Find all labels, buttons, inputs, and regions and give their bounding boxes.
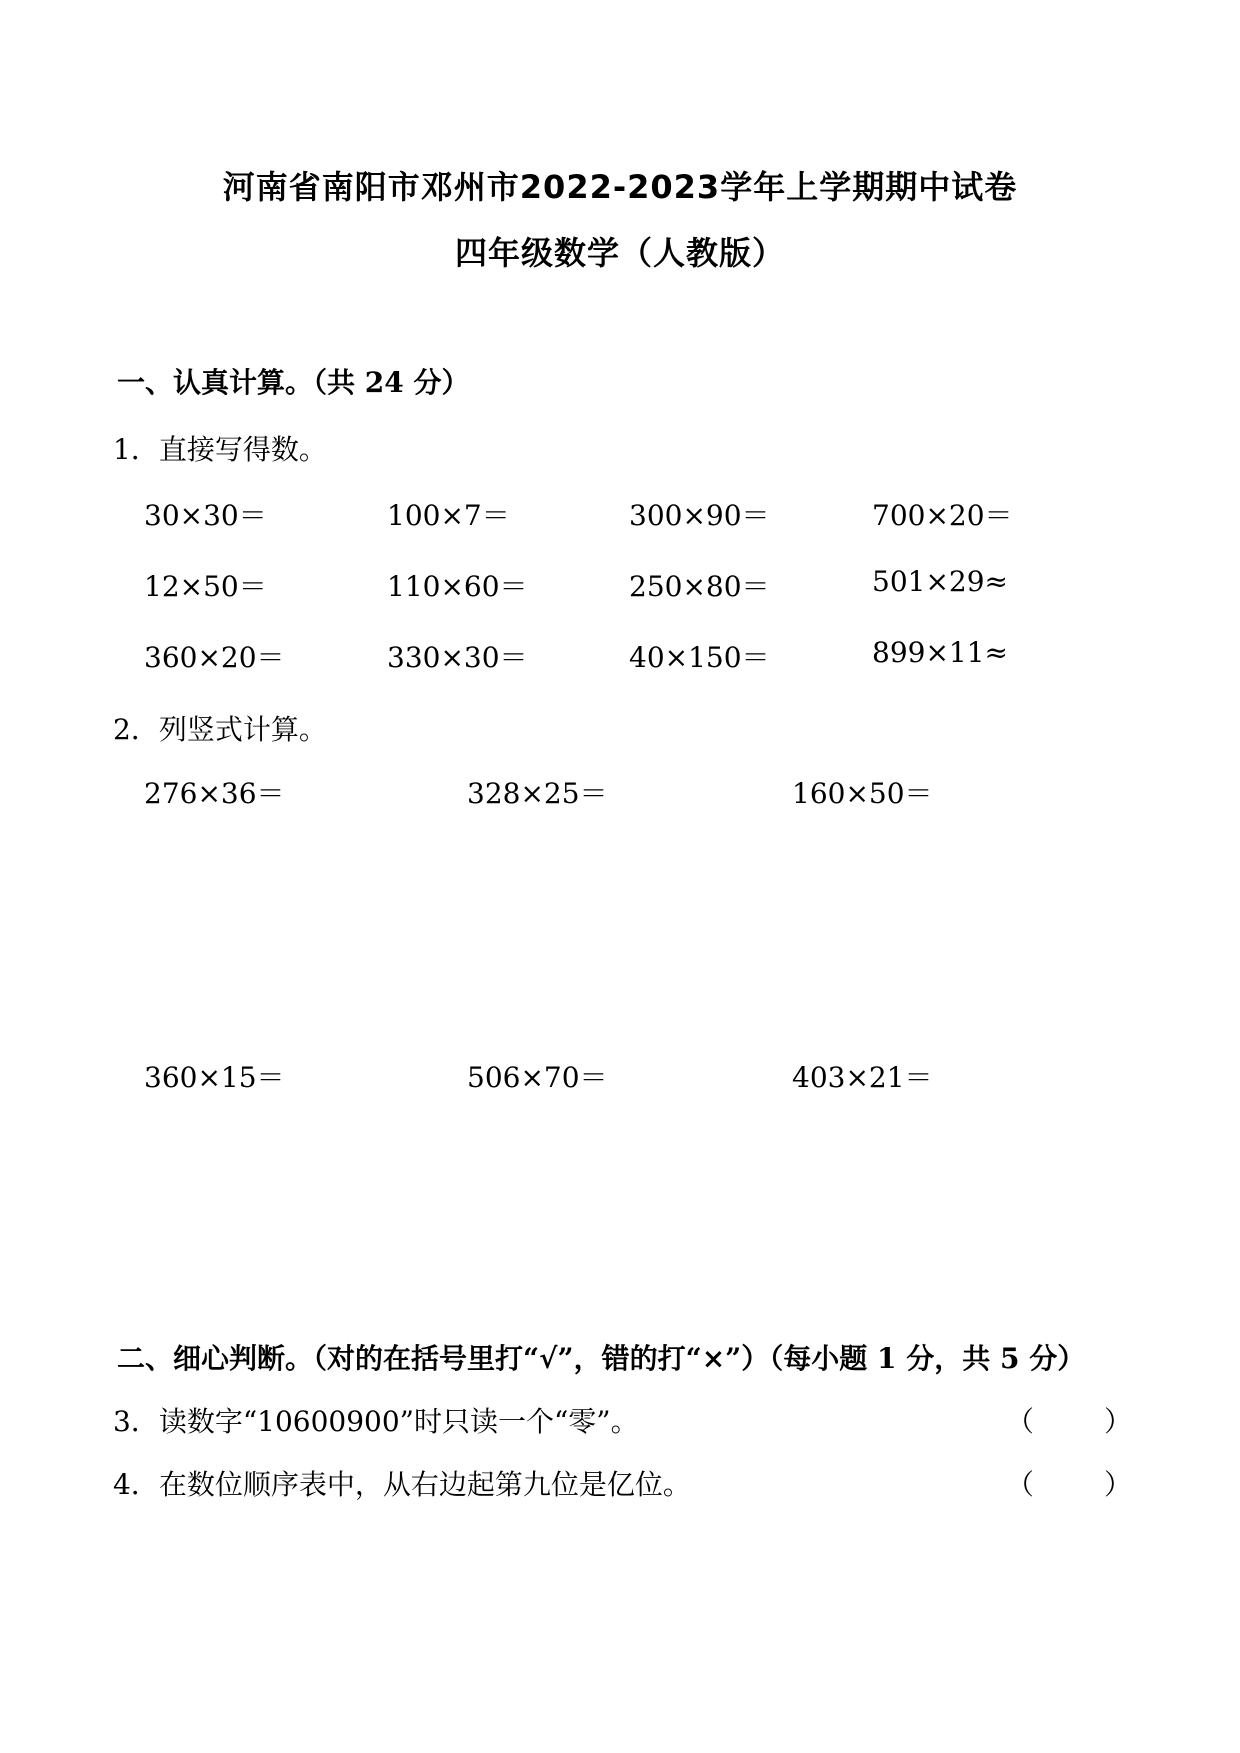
answer-parentheses[interactable] [1006, 1463, 1132, 1503]
paren-close: ） [1103, 1468, 1132, 1501]
paren-open: （ [1006, 1405, 1035, 1438]
vertical-calc-item: 506×70＝ [467, 1061, 608, 1094]
mental-math-item: 250×80＝ [629, 570, 770, 603]
paren-open: （ [1006, 1468, 1035, 1501]
exam-subtitle: 四年级数学（人教版） [454, 234, 785, 272]
question-4-label: 4．在数位顺序表中，从右边起第九位是亿位。 [113, 1468, 691, 1501]
mental-math-item: 300×90＝ [629, 499, 770, 532]
mental-math-item: 12×50＝ [144, 570, 267, 603]
vertical-calc-item: 328×25＝ [467, 777, 608, 810]
question-2-label: 2．列竖式计算。 [113, 713, 327, 746]
section-heading-calculation: 一、认真计算。（共 24 分） [117, 366, 470, 399]
mental-math-item: 700×20＝ [872, 499, 1013, 532]
vertical-calc-item: 403×21＝ [792, 1061, 933, 1094]
mental-math-item: 40×150＝ [629, 641, 770, 674]
vertical-calc-item: 276×36＝ [144, 777, 285, 810]
section-heading-judgement: 二、细心判断。（对的在括号里打“√”，错的打“×”）（每小题 1 分，共 5 分） [117, 1342, 1086, 1375]
mental-math-item: 360×20＝ [144, 641, 285, 674]
question-3-label: 3．读数字“10600900”时只读一个“零”。 [113, 1405, 639, 1438]
mental-math-item: 30×30＝ [144, 499, 267, 532]
mental-math-item: 899×11≈ [872, 636, 1008, 669]
paren-close: ） [1103, 1405, 1132, 1438]
mental-math-item: 330×30＝ [387, 641, 528, 674]
vertical-calc-item: 360×15＝ [144, 1061, 285, 1094]
question-1-label: 1．直接写得数。 [113, 433, 327, 466]
vertical-calc-item: 160×50＝ [792, 777, 933, 810]
answer-parentheses[interactable] [1006, 1400, 1132, 1440]
exam-title: 河南省南阳市邓州市2022-2023学年上学期期中试卷 [222, 168, 1018, 206]
mental-math-item: 501×29≈ [872, 565, 1008, 598]
mental-math-item: 110×60＝ [387, 570, 528, 603]
mental-math-item: 100×7＝ [387, 499, 510, 532]
